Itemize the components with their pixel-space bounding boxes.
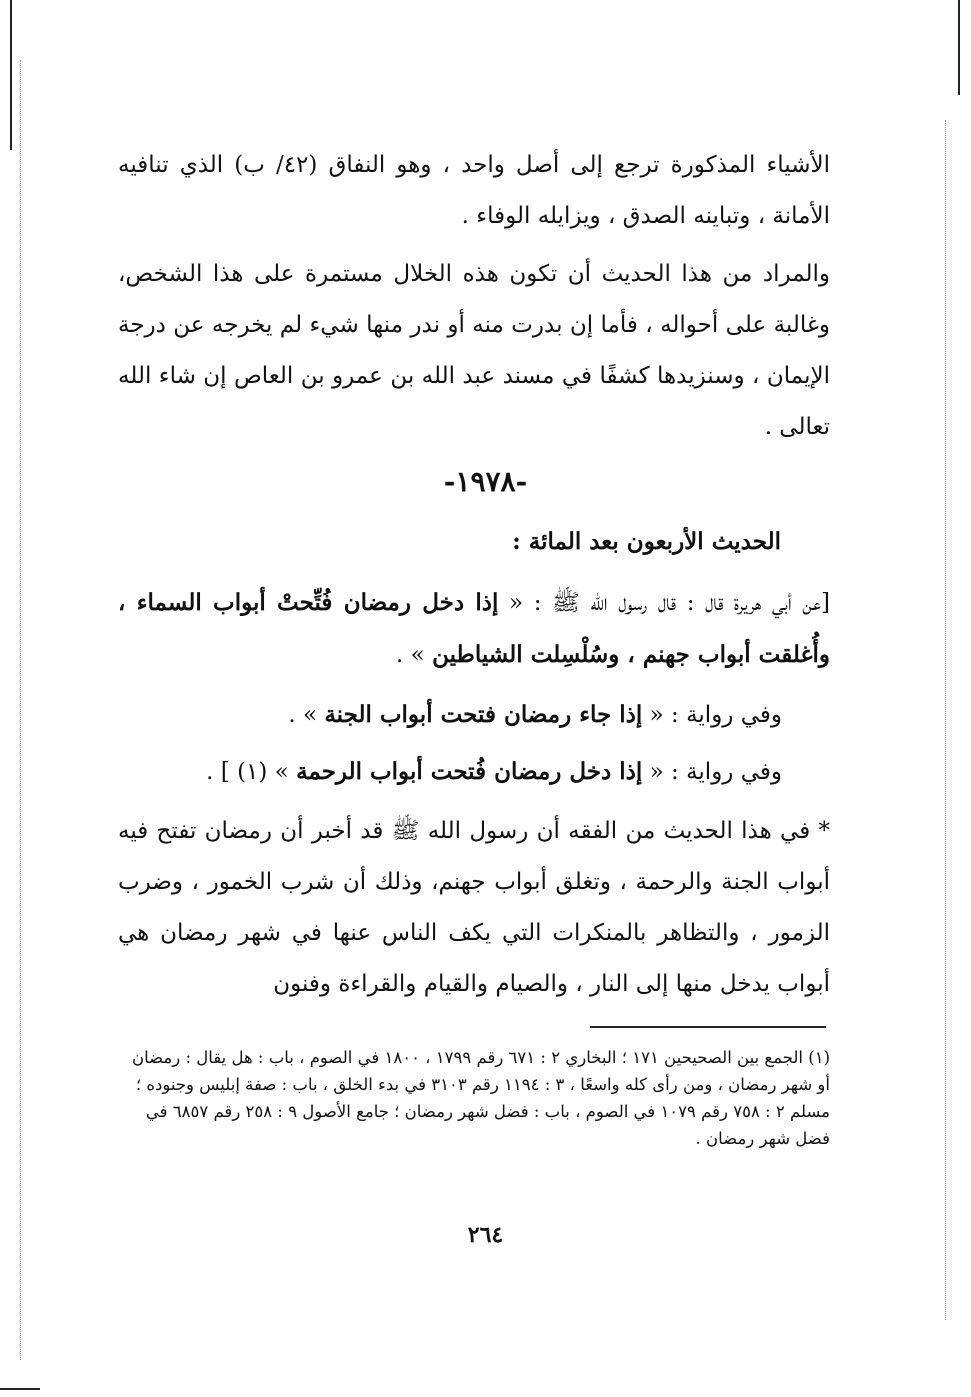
riwaya-2-end: » (١) ] . [206, 759, 289, 785]
footnote-1: (١) الجمع بين الصحيحين ١٧١ ؛ البخاري ٢ : ٦٧١ رقم ١٧٩٩ ، ١٨٠٠ في الصوم ، باب : هل يقال : رمضان أو شهر رمضان ، ومن رأى كله واسعًا ، ٣ : ١١٩٤ رقم ٣١٠٣ في بدء الخلق ، باب : صفة إبليس وجنوده ؛ مسلم ٢ : ٧٥٨ رقم ١٠٧٩ في الصوم ، باب : فضل شهر رمضان ؛ جامع الأصول ٩ : ٢٥٨ رقم ٦٨٥٧ في فضل شهر رمضان . [131, 1048, 830, 1148]
riwaya-1-quote: إذا جاء رمضان فتحت أبواب الجنة [324, 701, 643, 728]
scan-edge-bottom-left [0, 1388, 40, 1390]
scan-edge-top-left [10, 0, 12, 150]
footnotes [118, 1044, 830, 1152]
riwaya-1-text [118, 689, 830, 741]
riwaya-2-quote: إذا دخل رمضان فُتحت أبواب الرحمة [296, 758, 643, 785]
hadith-number: -١٩٧٨- [443, 465, 528, 498]
hadith-text [118, 577, 830, 681]
scan-dots-left [20, 60, 21, 1360]
riwaya-1-end: » . [288, 702, 318, 728]
riwaya-2 [118, 746, 830, 798]
hadith-end: » . [396, 642, 425, 668]
scan-dots-right [945, 120, 946, 1320]
paragraph-2-text: والمراد من هذا الحديث أن تكون هذه الخلال مستمرة على هذا الشخص، وغالبة على أحواله ، فأما إن بدرت منه أو ندر منها شيء لم يخرجه عن درجة الإيمان ، وسنزيدها كشفًا في مسند عبد الله بن عمرو بن العاص إن شاء الله تعالى . [118, 261, 830, 440]
paragraph-2 [118, 249, 830, 453]
hadith-quote: إذا دخل رمضان فُتِّحتْ أبواب السماء ، وأُغلقت أبواب جهنم ، وسُلْسِلت الشياطين [118, 589, 830, 668]
page-number: ٢٦٤ [467, 1222, 504, 1248]
riwaya-2-intro: وفي رواية : « [649, 759, 782, 785]
scan-edge-top-right [958, 0, 960, 95]
commentary [118, 806, 830, 1010]
commentary-text: * في هذا الحديث من الفقه أن رسول الله ﷺ قد أخبر أن رمضان تفتح فيه أبواب الجنة والرحمة ، وتغلق أبواب جهنم، وذلك أن شرب الخمور ، وضرب الزمور ، والتظاهر بالمنكرات التي يكف الناس عنها في شهر رمضان هي أبواب يدخل منها إلى النار ، والصيام والقيام والقراءة وفنون [118, 818, 830, 997]
footnote-separator [590, 1026, 826, 1028]
riwaya-2-text [118, 746, 830, 798]
paragraph-1-text: الأشياء المذكورة ترجع إلى أصل واحد ، وهو النفاق (٤٢/ ب) الذي تنافيه الأمانة ، وتباينه الصدق ، ويزايله الوفاء . [118, 152, 830, 229]
hadith-title: الحديث الأربعون بعد المائة : [512, 528, 781, 555]
riwaya-1-intro: وفي رواية : « [649, 702, 782, 728]
hadith-text-block [118, 577, 830, 681]
hadith-intro: [عن أبي هريرة قال : قال رسول الله ﷺ : « [509, 590, 830, 616]
paragraph-1 [118, 140, 830, 242]
riwaya-1 [118, 689, 830, 741]
